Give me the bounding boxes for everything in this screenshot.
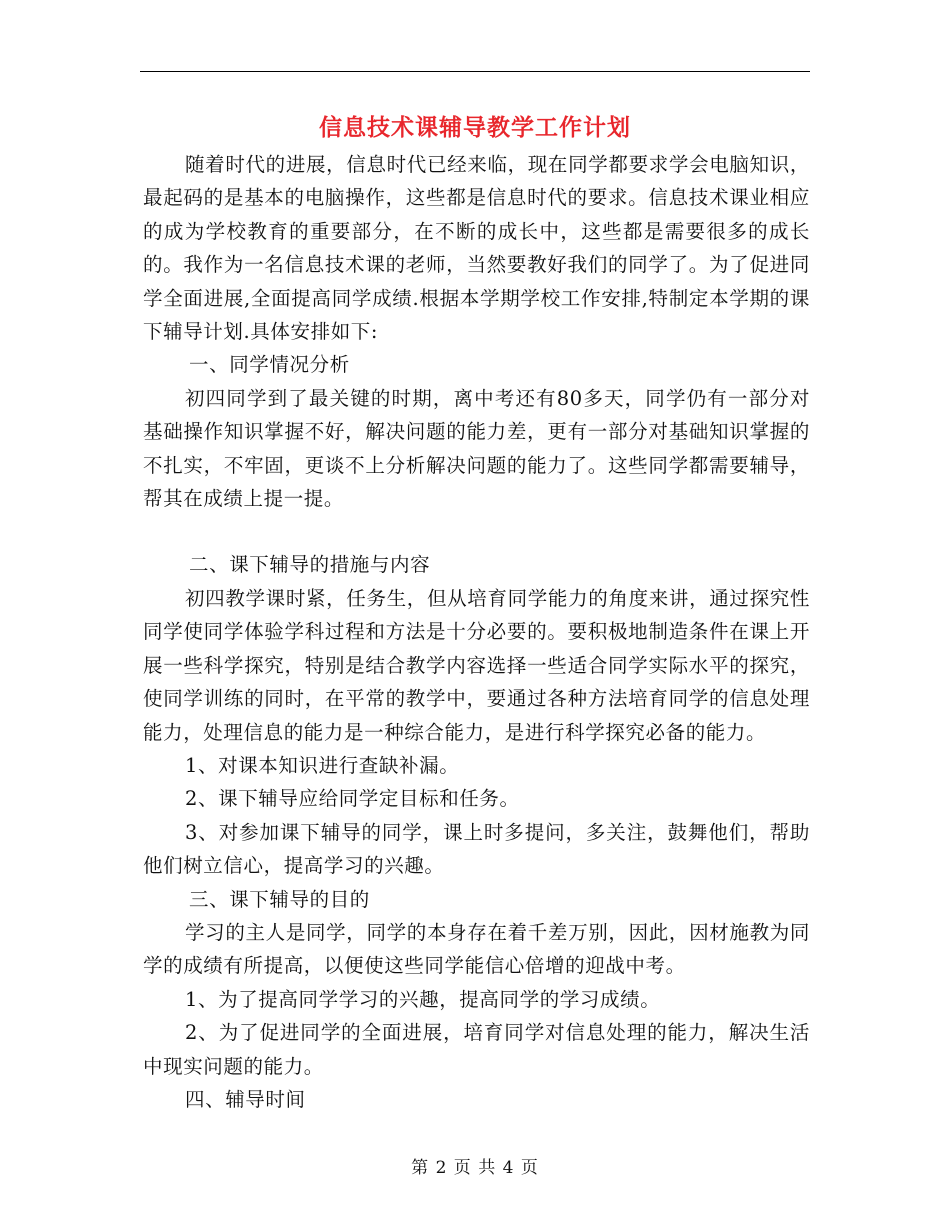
section-3-item: 1、为了提高同学学习的兴趣，提高同学的学习成绩。 xyxy=(185,987,661,1011)
section-4-heading: 四、辅导时间 xyxy=(185,1087,306,1111)
section-2-paragraph: 初四教学课时紧，任务生，但从培育同学能力的角度来讲，通过探究性同学使同学体验学科过程和方法是十分必要的。要积极地制造条件在课上开展一些科学探究，特别是结合教学内容选择一些适合同学实际水平的探究，使同学训练的同时，在平常的教学中，要通过各种方法培育同学的信息处理能力，处理信息的能力是一种综合能力，是进行科学探究必备的能力。 xyxy=(143,586,810,744)
section-3-item: 2、为了促进同学的全面进展，培育同学对信息处理的能力，解决生活中现实问题的能力。 xyxy=(143,1021,810,1078)
section-2-item: 3、对参加课下辅导的同学，课上时多提问，多关注，鼓舞他们，帮助他们树立信心，提高学习的兴趣。 xyxy=(143,820,810,878)
section-2-item: 1、对课本知识进行查缺补漏。 xyxy=(185,753,460,777)
section-2-heading: 二、课下辅导的措施与内容 xyxy=(189,553,431,577)
section-1-paragraph: 初四同学到了最关键的时期，离中考还有80多天，同学仍有一部分对基础操作知识掌握不好，解决问题的能力差，更有一部分对基础知识掌握的不扎实，不牢固，更谈不上分析解决问题的能力了。这些同学都需要辅导，帮其在成绩上提一提。 xyxy=(143,386,810,511)
page-number: 第 2 页 共 4 页 xyxy=(411,1158,539,1178)
section-1-heading: 一、同学情况分析 xyxy=(189,353,350,377)
section-2-item: 2、课下辅导应给同学定目标和任务。 xyxy=(185,787,520,811)
header-rule xyxy=(140,71,810,72)
document-title: 信息技术课辅导教学工作计划 xyxy=(319,114,631,141)
intro-paragraph: 随着时代的进展，信息时代已经来临，现在同学都要求学会电脑知识，最起码的是基本的电脑操作，这些都是信息时代的要求。信息技术课业相应的成为学校教育的重要部分，在不断的成长中，这些都是需要很多的成长的。我作为一名信息技术课的老师，当然要教好我们的同学了。为了促进同学全面进展,全面提高同学成绩.根据本学期学校工作安排,特制定本学期的课下辅导计划.具体安排如下: xyxy=(143,153,810,344)
section-3-paragraph: 学习的主人是同学，同学的本身存在着千差万别，因此，因材施教为同学的成绩有所提高，以便使这些同学能信心倍增的迎战中考。 xyxy=(143,920,810,978)
document-body xyxy=(143,148,810,1116)
section-3-heading: 三、课下辅导的目的 xyxy=(189,887,370,911)
blank-line xyxy=(143,515,810,548)
